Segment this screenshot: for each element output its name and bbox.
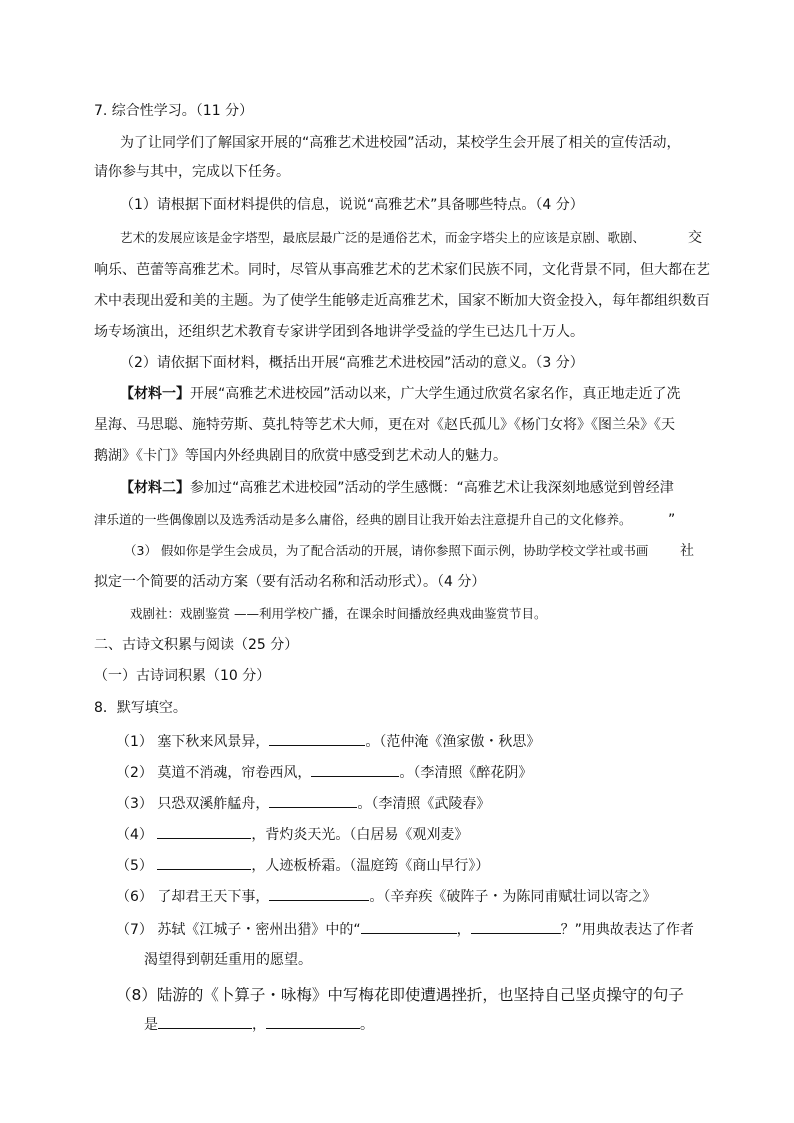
fill-item-7-line1: （7） 苏轼《江城子・密州出猎》中的“ ， ？”用典故表达了作者: [116, 919, 694, 940]
material-text-line1: 艺术的发展应该是金字塔型，最底层最广泛的是通俗艺术，而金字塔尖上的应该是京剧、歌剧、: [120, 230, 646, 245]
task2-prompt: （2）请依据下面材料，概括出开展“高雅艺术进校园”活动的意义。（3 分）: [120, 355, 584, 371]
material-two-label: 【材料二】: [120, 480, 190, 496]
material-one-text: 开展“高雅艺术进校园”活动以来，广大学生通过欣赏名家名作，真正地走近了冼: [190, 386, 681, 402]
material-two-text: 参加过“高雅艺术进校园”活动的学生感慨：“高雅艺术让我深刻地感觉到曾经津: [190, 480, 674, 496]
section2-title: 二、古诗文积累与阅读（25 分）: [94, 637, 299, 653]
material-text-line4: 场专场演出，还组织艺术教育专家讲学团到各地讲学受益的学生已达几十万人。: [94, 324, 584, 340]
fill-item-8-line1: （8）陆游的《卜算子・咏梅》中写梅花即使遭遇挫折，也坚持自己坚贞操守的句子: [116, 986, 684, 1004]
answer-blank[interactable]: [158, 1014, 252, 1029]
material-one-line2: 星海、马思聪、施特劳斯、莫扎特等艺术大师，更在对《赵氏孤儿》《杨门女将》《图兰朵》《天: [94, 417, 675, 433]
answer-blank[interactable]: [157, 824, 251, 839]
material-one-label: 【材料一】: [120, 386, 190, 402]
fill-item-1: （1） 塞下秋来风景异， 。（范仲淹《渔家傲・秋思》: [116, 731, 540, 752]
task3-prompt-line2: 拟定一个简要的活动方案（要有活动名称和活动形式）。（4 分）: [94, 574, 486, 590]
material-two-line2-tail: ”: [668, 512, 676, 528]
fill-item-4: （4） ，背灼炎天光。（白居易《观刈麦》: [116, 824, 468, 845]
answer-blank[interactable]: [471, 919, 561, 934]
answer-blank[interactable]: [269, 793, 357, 808]
fill-item-2: （2） 莫道不消魂，帘卷西风， 。（李清照《醉花阴》: [116, 762, 532, 783]
answer-blank[interactable]: [157, 855, 251, 870]
q7-intro-line2: 请你参与其中，完成以下任务。: [94, 164, 290, 180]
material-text-line2: 响乐、芭蕾等高雅艺术。同时，尽管从事高雅艺术的艺术家们民族不同，文化背景不同，但大都在艺: [94, 262, 710, 278]
fill-item-8-line2: 是 ， 。: [144, 1014, 374, 1035]
q7-title: 7. 综合性学习。（11 分）: [94, 103, 254, 119]
example-plan: 戏剧社：戏剧鉴赏 ——利用学校广播，在课余时间播放经典戏曲鉴赏节目。: [130, 606, 547, 621]
task1-prompt: （1）请根据下面材料提供的信息，说说“高雅艺术”具备哪些特点。（4 分）: [120, 197, 584, 213]
material-text-line3: 术中表现出爱和美的主题。为了使学生能够走近高雅艺术，国家不断加大资金投入，每年都组织数百: [94, 293, 710, 309]
task3-prompt-line1-tail: 社: [680, 543, 694, 559]
fill-item-7-line2: 渴望得到朝廷重用的愿望。: [144, 952, 312, 968]
material-one-line1: [120, 384, 681, 404]
fill-item-5: （5） ，人迹板桥霜。（温庭筠《商山早行》）: [116, 855, 489, 876]
answer-blank[interactable]: [269, 886, 369, 901]
answer-blank[interactable]: [361, 919, 457, 934]
fill-item-6: （6） 了却君王天下事， 。（辛弃疾《破阵子・为陈同甫赋壮词以寄之》: [116, 886, 656, 907]
task3-prompt-line1: （3） 假如你是学生会成员，为了配合活动的开展，请你参照下面示例，协助学校文学社或书画: [124, 543, 649, 558]
material-one-line3: 鹅湖》《卡门》等国内外经典剧目的欣赏中感受到艺术动人的魅力。: [94, 448, 507, 464]
material-two-line2: 津乐道的一些偶像剧以及选秀活动是多么庸俗，经典的剧目让我开始去注意提升自己的文化修养。: [94, 512, 632, 527]
material-two-line1: [120, 478, 674, 498]
section2-sub1-title: （一）古诗词积累（10 分）: [94, 668, 271, 684]
answer-blank[interactable]: [311, 762, 399, 777]
answer-blank[interactable]: [269, 731, 365, 746]
fill-item-3: （3） 只恐双溪舴艋舟， 。（李清照《武陵春》: [116, 793, 490, 814]
material-text-line1-tail: 交: [688, 230, 702, 246]
q7-intro-line1: 为了让同学们了解国家开展的“高雅艺术进校园”活动，某校学生会开展了相关的宣传活动，: [120, 135, 681, 151]
q8-title: 8．默写填空。: [94, 700, 187, 716]
answer-blank[interactable]: [266, 1014, 360, 1029]
